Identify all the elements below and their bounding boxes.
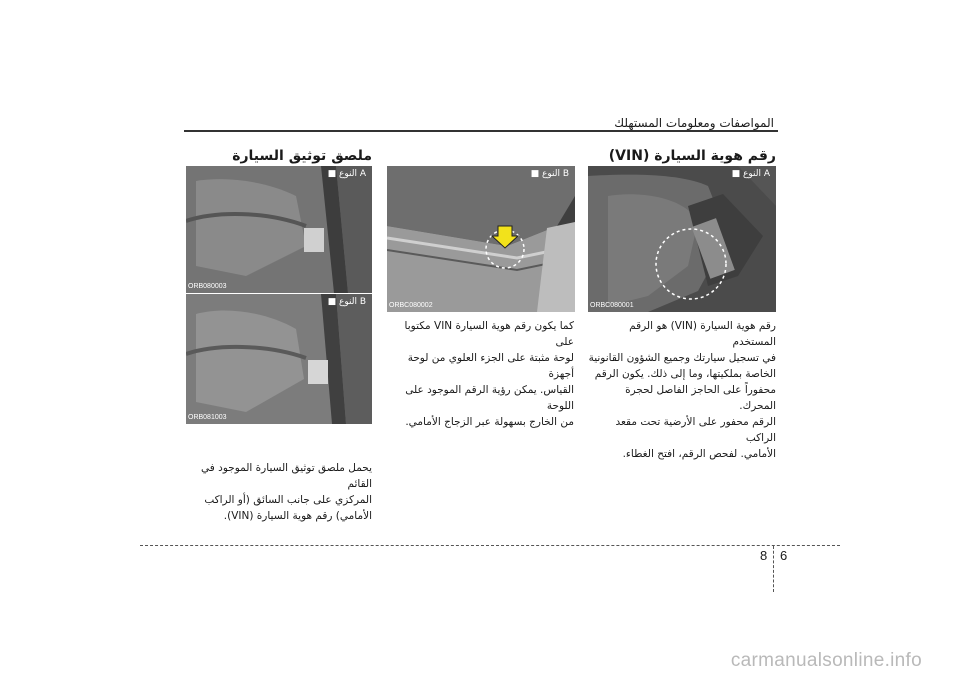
footer-rule	[140, 545, 840, 546]
type-a-tag: ■ النوع A	[327, 169, 366, 179]
cert-label-type-a-photo	[186, 166, 372, 293]
image-code: ORB081003	[188, 414, 227, 421]
certification-label-title: ملصق توثيق السيارة	[232, 148, 372, 164]
caption-line: الخاصة بملكيتها، وما إلى ذلك. يكون الرقم	[594, 368, 776, 380]
chapter-title: المواصفات ومعلومات المستهلك	[614, 116, 774, 130]
vin-type-a-photo	[588, 166, 776, 312]
caption-line: الأمامي. لفحص الرقم، افتح الغطاء.	[622, 448, 776, 460]
cert-label-caption	[177, 460, 372, 524]
vin-type-b-photo	[387, 166, 575, 312]
caption-line: الأمامي) رقم هوية السيارة (VIN).	[223, 510, 372, 522]
image-code: ORBC080001	[590, 302, 634, 309]
caption-line: المركزي على جانب السائق (أو الراكب	[204, 494, 372, 506]
caption-line: محفوراً على الحاجز الفاصل لحجرة المحرك.	[625, 384, 776, 412]
type-b-tag: ■ النوع B	[327, 297, 366, 307]
caption-line: من الخارج بسهولة عبر الزجاج الأمامي.	[405, 416, 574, 428]
page-number-right: 8	[760, 548, 768, 563]
image-code: ORB080003	[188, 283, 227, 290]
caption-line: لوحة مثبتة على الجزء العلوي من لوحة أجهزة	[407, 352, 574, 380]
type-a-tag: ■ النوع A	[731, 169, 770, 179]
watermark: carmanualsonline.info	[730, 650, 922, 671]
vin-type-b-caption	[384, 318, 574, 430]
image-code: ORBC080002	[389, 302, 433, 309]
caption-line: رقم هوية السيارة (VIN) هو الرقم المستخدم	[629, 320, 776, 348]
vin-type-a-caption	[586, 318, 776, 462]
caption-line: يحمل ملصق توثيق السيارة الموجود في القائم	[201, 462, 372, 490]
caption-line: كما يكون رقم هوية السيارة VIN مكتوبا على	[404, 320, 574, 348]
type-b-tag: ■ النوع B	[530, 169, 569, 179]
caption-line: الرقم محفور على الأرضية تحت مقعد الراكب	[615, 416, 776, 444]
page-number-left: 6	[780, 548, 788, 563]
page-number-divider	[773, 546, 774, 592]
vin-section-title: رقم هوية السيارة (VIN)	[608, 148, 776, 164]
caption-line: في تسجيل سيارتك وجميع الشؤون القانونية	[588, 352, 776, 364]
caption-line: القياس. يمكن رؤية الرقم الموجود على اللوحة	[405, 384, 574, 412]
header-rule	[184, 130, 778, 132]
cert-label-type-b-photo	[186, 294, 372, 424]
